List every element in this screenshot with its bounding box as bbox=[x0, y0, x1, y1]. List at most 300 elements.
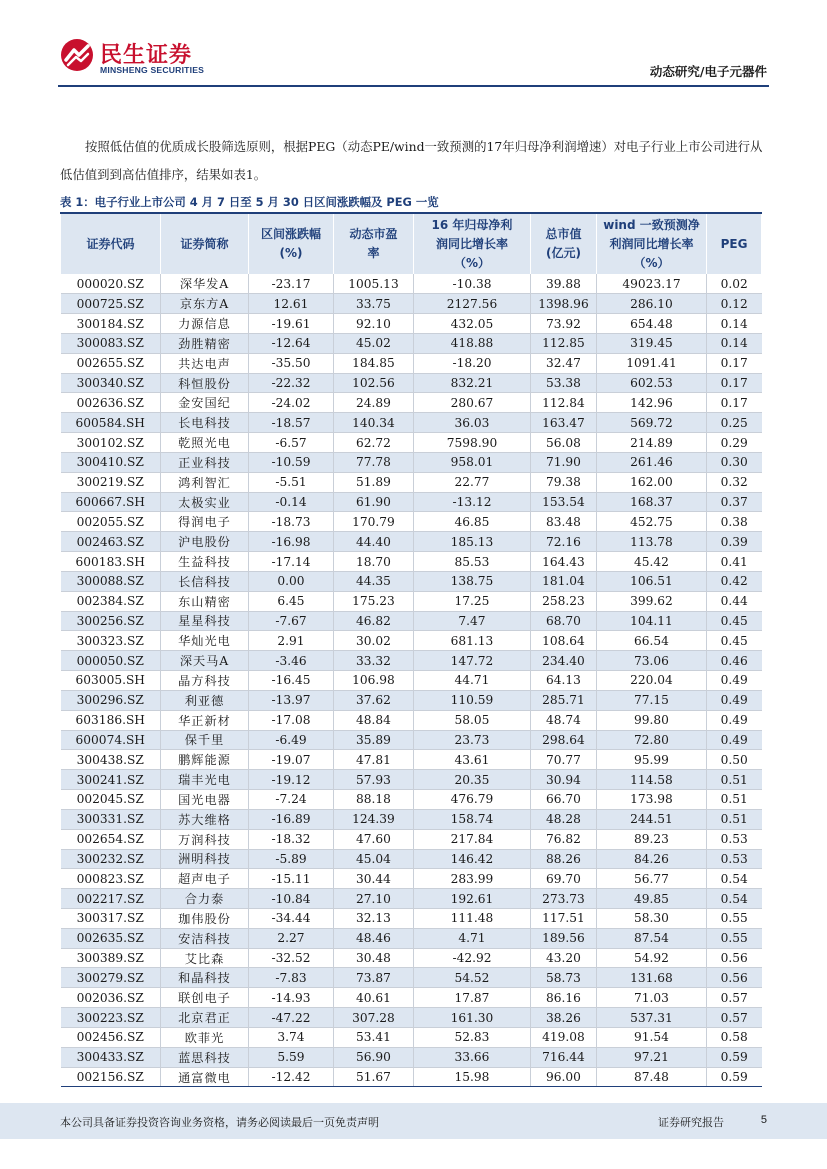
table-cell: 600584.SH bbox=[61, 413, 161, 433]
table-cell: -5.89 bbox=[249, 849, 334, 869]
table-row bbox=[61, 452, 762, 472]
table-cell: 124.39 bbox=[334, 809, 414, 829]
column-header: 证券简称 bbox=[161, 213, 249, 274]
table-cell: 54.52 bbox=[414, 968, 531, 988]
table-cell: 18.70 bbox=[334, 552, 414, 572]
table-cell: 164.43 bbox=[531, 552, 597, 572]
table-cell: 300256.SZ bbox=[61, 611, 161, 631]
table-cell: 161.30 bbox=[414, 1008, 531, 1028]
table-cell: 300088.SZ bbox=[61, 571, 161, 591]
table-cell: -7.24 bbox=[249, 790, 334, 810]
table-cell: 2.27 bbox=[249, 928, 334, 948]
table-cell: 83.48 bbox=[531, 512, 597, 532]
table-cell: 117.51 bbox=[531, 909, 597, 929]
table-cell: 102.56 bbox=[334, 373, 414, 393]
table-cell: 0.42 bbox=[707, 571, 762, 591]
table-cell: 300219.SZ bbox=[61, 472, 161, 492]
table-cell: 3.74 bbox=[249, 1027, 334, 1047]
table-cell: 蓝思科技 bbox=[161, 1047, 249, 1067]
table-row bbox=[61, 512, 762, 532]
table-cell: 681.13 bbox=[414, 631, 531, 651]
table-cell: 832.21 bbox=[414, 373, 531, 393]
table-cell: 鸿利智汇 bbox=[161, 472, 249, 492]
table-cell: 76.82 bbox=[531, 829, 597, 849]
table-cell: 54.92 bbox=[597, 948, 707, 968]
table-cell: 300410.SZ bbox=[61, 452, 161, 472]
table-header-row bbox=[61, 213, 762, 274]
table-cell: 0.14 bbox=[707, 314, 762, 334]
column-header: 总市值 (亿元) bbox=[531, 213, 597, 274]
table-row bbox=[61, 591, 762, 611]
table-cell: -35.50 bbox=[249, 353, 334, 373]
table-cell: 艾比森 bbox=[161, 948, 249, 968]
table-cell: 138.75 bbox=[414, 571, 531, 591]
table-cell: 48.84 bbox=[334, 710, 414, 730]
table-cell: -18.57 bbox=[249, 413, 334, 433]
table-cell: 32.13 bbox=[334, 909, 414, 929]
table-cell: 73.06 bbox=[597, 651, 707, 671]
table-row bbox=[61, 472, 762, 492]
table-cell: 285.71 bbox=[531, 690, 597, 710]
table-cell: 569.72 bbox=[597, 413, 707, 433]
table-row bbox=[61, 373, 762, 393]
table-cell: 298.64 bbox=[531, 730, 597, 750]
peg-table bbox=[60, 212, 762, 1087]
table-cell: 175.23 bbox=[334, 591, 414, 611]
table-cell: 46.85 bbox=[414, 512, 531, 532]
table-cell: 欧菲光 bbox=[161, 1027, 249, 1047]
table-cell: 0.37 bbox=[707, 492, 762, 512]
table-cell: 0.29 bbox=[707, 433, 762, 453]
table-cell: 106.98 bbox=[334, 671, 414, 691]
table-row bbox=[61, 571, 762, 591]
table-cell: 104.11 bbox=[597, 611, 707, 631]
table-cell: 91.54 bbox=[597, 1027, 707, 1047]
table-row bbox=[61, 294, 762, 314]
table-cell: 共达电声 bbox=[161, 353, 249, 373]
table-cell: 300323.SZ bbox=[61, 631, 161, 651]
table-cell: 58.73 bbox=[531, 968, 597, 988]
table-row bbox=[61, 333, 762, 353]
page-header bbox=[0, 0, 827, 88]
table-cell: 158.74 bbox=[414, 809, 531, 829]
page-number: 5 bbox=[760, 1114, 767, 1126]
table-cell: 瑞丰光电 bbox=[161, 770, 249, 790]
table-cell: -10.84 bbox=[249, 889, 334, 909]
table-cell: 77.15 bbox=[597, 690, 707, 710]
table-cell: 476.79 bbox=[414, 790, 531, 810]
table-row bbox=[61, 770, 762, 790]
table-cell: 418.88 bbox=[414, 333, 531, 353]
table-row bbox=[61, 909, 762, 929]
table-cell: 300223.SZ bbox=[61, 1008, 161, 1028]
table-cell: 51.89 bbox=[334, 472, 414, 492]
table-cell: 000823.SZ bbox=[61, 869, 161, 889]
table-cell: -14.93 bbox=[249, 988, 334, 1008]
table-cell: 0.00 bbox=[249, 571, 334, 591]
table-cell: 68.70 bbox=[531, 611, 597, 631]
page-footer bbox=[0, 1103, 827, 1139]
table-cell: 300389.SZ bbox=[61, 948, 161, 968]
table-cell: -5.51 bbox=[249, 472, 334, 492]
table-row bbox=[61, 552, 762, 572]
table-cell: 70.77 bbox=[531, 750, 597, 770]
table-cell: 超声电子 bbox=[161, 869, 249, 889]
table-cell: 163.47 bbox=[531, 413, 597, 433]
table-cell: 安洁科技 bbox=[161, 928, 249, 948]
table-cell: 国光电器 bbox=[161, 790, 249, 810]
table-cell: 56.77 bbox=[597, 869, 707, 889]
table-cell: 307.28 bbox=[334, 1008, 414, 1028]
table-row bbox=[61, 393, 762, 413]
table-cell: 603186.SH bbox=[61, 710, 161, 730]
table-cell: 晶方科技 bbox=[161, 671, 249, 691]
table-cell: 111.48 bbox=[414, 909, 531, 929]
table-cell: 85.53 bbox=[414, 552, 531, 572]
table-cell: 0.54 bbox=[707, 889, 762, 909]
table-cell: 36.03 bbox=[414, 413, 531, 433]
table-cell: 0.55 bbox=[707, 928, 762, 948]
table-cell: 北京君正 bbox=[161, 1008, 249, 1028]
table-cell: 0.44 bbox=[707, 591, 762, 611]
table-cell: 0.49 bbox=[707, 730, 762, 750]
table-row bbox=[61, 730, 762, 750]
table-cell: 利亚德 bbox=[161, 690, 249, 710]
table-cell: 300241.SZ bbox=[61, 770, 161, 790]
table-cell: 0.17 bbox=[707, 393, 762, 413]
table-row bbox=[61, 492, 762, 512]
table-cell: 联创电子 bbox=[161, 988, 249, 1008]
table-cell: -10.59 bbox=[249, 452, 334, 472]
column-header: 区间涨跌幅 (%) bbox=[249, 213, 334, 274]
table-cell: 0.51 bbox=[707, 790, 762, 810]
table-cell: 66.70 bbox=[531, 790, 597, 810]
table-cell: 0.56 bbox=[707, 948, 762, 968]
table-cell: 654.48 bbox=[597, 314, 707, 334]
table-cell: 2127.56 bbox=[414, 294, 531, 314]
table-cell: 112.84 bbox=[531, 393, 597, 413]
table-cell: 168.37 bbox=[597, 492, 707, 512]
table-cell: 64.13 bbox=[531, 671, 597, 691]
table-cell: 112.85 bbox=[531, 333, 597, 353]
table-cell: 0.55 bbox=[707, 909, 762, 929]
logo-english-name: MINSHENG SECURITIES bbox=[100, 65, 205, 75]
table-cell: 40.61 bbox=[334, 988, 414, 1008]
table-cell: -12.42 bbox=[249, 1067, 334, 1087]
table-row bbox=[61, 631, 762, 651]
table-cell: 7.47 bbox=[414, 611, 531, 631]
table-cell: 602.53 bbox=[597, 373, 707, 393]
table-cell: 48.28 bbox=[531, 809, 597, 829]
table-cell: 300102.SZ bbox=[61, 433, 161, 453]
table-cell: -19.12 bbox=[249, 770, 334, 790]
table-cell: 142.96 bbox=[597, 393, 707, 413]
table-cell: 72.16 bbox=[531, 532, 597, 552]
table-cell: -18.73 bbox=[249, 512, 334, 532]
table-cell: 88.26 bbox=[531, 849, 597, 869]
table-cell: 科恒股份 bbox=[161, 373, 249, 393]
table-cell: -23.17 bbox=[249, 274, 334, 294]
table-cell: 153.54 bbox=[531, 492, 597, 512]
table-cell: -42.92 bbox=[414, 948, 531, 968]
table-cell: 147.72 bbox=[414, 651, 531, 671]
table-cell: 603005.SH bbox=[61, 671, 161, 691]
table-cell: 0.02 bbox=[707, 274, 762, 294]
table-cell: 189.56 bbox=[531, 928, 597, 948]
table-cell: 600183.SH bbox=[61, 552, 161, 572]
table-cell: 0.49 bbox=[707, 690, 762, 710]
table-cell: 22.77 bbox=[414, 472, 531, 492]
table-cell: 0.57 bbox=[707, 1008, 762, 1028]
table-cell: 正业科技 bbox=[161, 452, 249, 472]
table-cell: 000020.SZ bbox=[61, 274, 161, 294]
table-cell: 113.78 bbox=[597, 532, 707, 552]
table-cell: 1091.41 bbox=[597, 353, 707, 373]
table-cell: 95.99 bbox=[597, 750, 707, 770]
table-cell: 0.53 bbox=[707, 849, 762, 869]
table-cell: 0.49 bbox=[707, 710, 762, 730]
table-row bbox=[61, 790, 762, 810]
table-cell: 苏大维格 bbox=[161, 809, 249, 829]
table-cell: 73.87 bbox=[334, 968, 414, 988]
table-cell: 0.38 bbox=[707, 512, 762, 532]
table-cell: 0.50 bbox=[707, 750, 762, 770]
table-cell: 30.48 bbox=[334, 948, 414, 968]
table-cell: 27.10 bbox=[334, 889, 414, 909]
table-cell: 0.45 bbox=[707, 611, 762, 631]
table-cell: -19.61 bbox=[249, 314, 334, 334]
table-cell: 37.62 bbox=[334, 690, 414, 710]
table-row bbox=[61, 849, 762, 869]
table-cell: 300296.SZ bbox=[61, 690, 161, 710]
table-cell: -34.44 bbox=[249, 909, 334, 929]
table-cell: 32.47 bbox=[531, 353, 597, 373]
table-cell: 35.89 bbox=[334, 730, 414, 750]
table-cell: 173.98 bbox=[597, 790, 707, 810]
table-cell: 48.46 bbox=[334, 928, 414, 948]
table-cell: 0.46 bbox=[707, 651, 762, 671]
table-cell: 0.58 bbox=[707, 1027, 762, 1047]
table-row bbox=[61, 1067, 762, 1087]
table-cell: 43.61 bbox=[414, 750, 531, 770]
table-cell: 71.03 bbox=[597, 988, 707, 1008]
column-header: wind 一致预测净 利润同比增长率 （%） bbox=[597, 213, 707, 274]
table-cell: 002055.SZ bbox=[61, 512, 161, 532]
table-cell: 0.49 bbox=[707, 671, 762, 691]
table-cell: 东山精密 bbox=[161, 591, 249, 611]
table-cell: 0.17 bbox=[707, 373, 762, 393]
table-cell: 300184.SZ bbox=[61, 314, 161, 334]
table-row bbox=[61, 532, 762, 552]
table-cell: 0.32 bbox=[707, 472, 762, 492]
table-cell: 保千里 bbox=[161, 730, 249, 750]
column-header: 动态市盈 率 bbox=[334, 213, 414, 274]
table-cell: 33.75 bbox=[334, 294, 414, 314]
table-cell: -7.67 bbox=[249, 611, 334, 631]
table-cell: 0.59 bbox=[707, 1047, 762, 1067]
table-cell: 162.00 bbox=[597, 472, 707, 492]
table-cell: 002045.SZ bbox=[61, 790, 161, 810]
table-cell: 0.41 bbox=[707, 552, 762, 572]
footer-disclaimer: 本公司具备证券投资咨询业务资格，请务必阅读最后一页免责声明 bbox=[60, 1116, 379, 1129]
table-cell: -19.07 bbox=[249, 750, 334, 770]
table-cell: 131.68 bbox=[597, 968, 707, 988]
table-cell: 716.44 bbox=[531, 1047, 597, 1067]
table-cell: 12.61 bbox=[249, 294, 334, 314]
table-cell: 002036.SZ bbox=[61, 988, 161, 1008]
table-cell: 300438.SZ bbox=[61, 750, 161, 770]
table-cell: 30.44 bbox=[334, 869, 414, 889]
table-row bbox=[61, 433, 762, 453]
table-cell: -16.98 bbox=[249, 532, 334, 552]
table-cell: 79.38 bbox=[531, 472, 597, 492]
table-cell: -15.11 bbox=[249, 869, 334, 889]
table-cell: 73.92 bbox=[531, 314, 597, 334]
table-cell: 280.67 bbox=[414, 393, 531, 413]
table-cell: 5.59 bbox=[249, 1047, 334, 1067]
table-cell: 长信科技 bbox=[161, 571, 249, 591]
table-cell: 300340.SZ bbox=[61, 373, 161, 393]
table-cell: 1005.13 bbox=[334, 274, 414, 294]
table-row bbox=[61, 889, 762, 909]
table-cell: 181.04 bbox=[531, 571, 597, 591]
table-cell: 23.73 bbox=[414, 730, 531, 750]
table-cell: 1398.96 bbox=[531, 294, 597, 314]
table-cell: 002654.SZ bbox=[61, 829, 161, 849]
table-cell: -17.08 bbox=[249, 710, 334, 730]
table-cell: 京东方A bbox=[161, 294, 249, 314]
table-cell: 深华发A bbox=[161, 274, 249, 294]
table-cell: 000050.SZ bbox=[61, 651, 161, 671]
table-cell: 96.00 bbox=[531, 1067, 597, 1087]
table-cell: 0.56 bbox=[707, 968, 762, 988]
table-cell: 53.38 bbox=[531, 373, 597, 393]
table-cell: 33.32 bbox=[334, 651, 414, 671]
table-cell: 45.42 bbox=[597, 552, 707, 572]
table-cell: 30.02 bbox=[334, 631, 414, 651]
table-cell: 258.23 bbox=[531, 591, 597, 611]
table-cell: 珈伟股份 bbox=[161, 909, 249, 929]
table-cell: 6.45 bbox=[249, 591, 334, 611]
table-cell: -10.38 bbox=[414, 274, 531, 294]
table-cell: 69.70 bbox=[531, 869, 597, 889]
table-cell: 7598.90 bbox=[414, 433, 531, 453]
table-cell: 600667.SH bbox=[61, 492, 161, 512]
table-cell: -13.97 bbox=[249, 690, 334, 710]
table-cell: 300232.SZ bbox=[61, 849, 161, 869]
table-cell: 300279.SZ bbox=[61, 968, 161, 988]
table-cell: 002384.SZ bbox=[61, 591, 161, 611]
table-cell: 108.64 bbox=[531, 631, 597, 651]
table-cell: 得润电子 bbox=[161, 512, 249, 532]
table-cell: 452.75 bbox=[597, 512, 707, 532]
table-row bbox=[61, 928, 762, 948]
table-cell: 273.73 bbox=[531, 889, 597, 909]
table-cell: 0.30 bbox=[707, 452, 762, 472]
table-cell: 47.60 bbox=[334, 829, 414, 849]
table-cell: 万润科技 bbox=[161, 829, 249, 849]
table-cell: 214.89 bbox=[597, 433, 707, 453]
table-cell: 56.08 bbox=[531, 433, 597, 453]
table-cell: 0.59 bbox=[707, 1067, 762, 1087]
table-row bbox=[61, 710, 762, 730]
table-cell: -18.20 bbox=[414, 353, 531, 373]
table-cell: 51.67 bbox=[334, 1067, 414, 1087]
table-cell: 89.23 bbox=[597, 829, 707, 849]
footer-report-type: 证券研究报告 bbox=[658, 1116, 724, 1129]
table-cell: 234.40 bbox=[531, 651, 597, 671]
table-cell: 002463.SZ bbox=[61, 532, 161, 552]
table-cell: 002156.SZ bbox=[61, 1067, 161, 1087]
table-cell: 286.10 bbox=[597, 294, 707, 314]
table-cell: 17.25 bbox=[414, 591, 531, 611]
logo-chinese-name: 民生证券 bbox=[100, 43, 193, 68]
table-row bbox=[61, 274, 762, 294]
table-cell: 洲明科技 bbox=[161, 849, 249, 869]
table-cell: 沪电股份 bbox=[161, 532, 249, 552]
header-divider bbox=[58, 85, 769, 87]
table-cell: 537.31 bbox=[597, 1008, 707, 1028]
table-cell: 17.87 bbox=[414, 988, 531, 1008]
table-cell: -47.22 bbox=[249, 1008, 334, 1028]
table-cell: 0.12 bbox=[707, 294, 762, 314]
table-cell: 52.83 bbox=[414, 1027, 531, 1047]
table-cell: 长电科技 bbox=[161, 413, 249, 433]
table-cell: 88.18 bbox=[334, 790, 414, 810]
table-cell: 53.41 bbox=[334, 1027, 414, 1047]
table-cell: -22.32 bbox=[249, 373, 334, 393]
table-cell: 乾照光电 bbox=[161, 433, 249, 453]
table-cell: 38.26 bbox=[531, 1008, 597, 1028]
table-cell: 002635.SZ bbox=[61, 928, 161, 948]
table-cell: 958.01 bbox=[414, 452, 531, 472]
table-cell: 300317.SZ bbox=[61, 909, 161, 929]
table-cell: 61.90 bbox=[334, 492, 414, 512]
table-cell: 192.61 bbox=[414, 889, 531, 909]
table-cell: 合力泰 bbox=[161, 889, 249, 909]
table-cell: -18.32 bbox=[249, 829, 334, 849]
table-cell: 92.10 bbox=[334, 314, 414, 334]
table-cell: 58.30 bbox=[597, 909, 707, 929]
table-cell: 太极实业 bbox=[161, 492, 249, 512]
table-cell: 114.58 bbox=[597, 770, 707, 790]
table-cell: 84.26 bbox=[597, 849, 707, 869]
table-row bbox=[61, 988, 762, 1008]
table-cell: 2.91 bbox=[249, 631, 334, 651]
table-cell: 0.57 bbox=[707, 988, 762, 1008]
table-cell: 58.05 bbox=[414, 710, 531, 730]
table-cell: -3.46 bbox=[249, 651, 334, 671]
table-cell: 261.46 bbox=[597, 452, 707, 472]
table-cell: 0.14 bbox=[707, 333, 762, 353]
table-cell: 87.48 bbox=[597, 1067, 707, 1087]
table-cell: 劲胜精密 bbox=[161, 333, 249, 353]
table-cell: -17.14 bbox=[249, 552, 334, 572]
table-cell: 47.81 bbox=[334, 750, 414, 770]
table-cell: 0.54 bbox=[707, 869, 762, 889]
table-cell: 419.08 bbox=[531, 1027, 597, 1047]
table-cell: 600074.SH bbox=[61, 730, 161, 750]
table-cell: -24.02 bbox=[249, 393, 334, 413]
table-cell: 43.20 bbox=[531, 948, 597, 968]
column-header: 证券代码 bbox=[61, 213, 161, 274]
table-cell: 0.53 bbox=[707, 829, 762, 849]
table-cell: 39.88 bbox=[531, 274, 597, 294]
table-row bbox=[61, 1027, 762, 1047]
table-row bbox=[61, 948, 762, 968]
table-row bbox=[61, 1008, 762, 1028]
table-cell: 185.13 bbox=[414, 532, 531, 552]
